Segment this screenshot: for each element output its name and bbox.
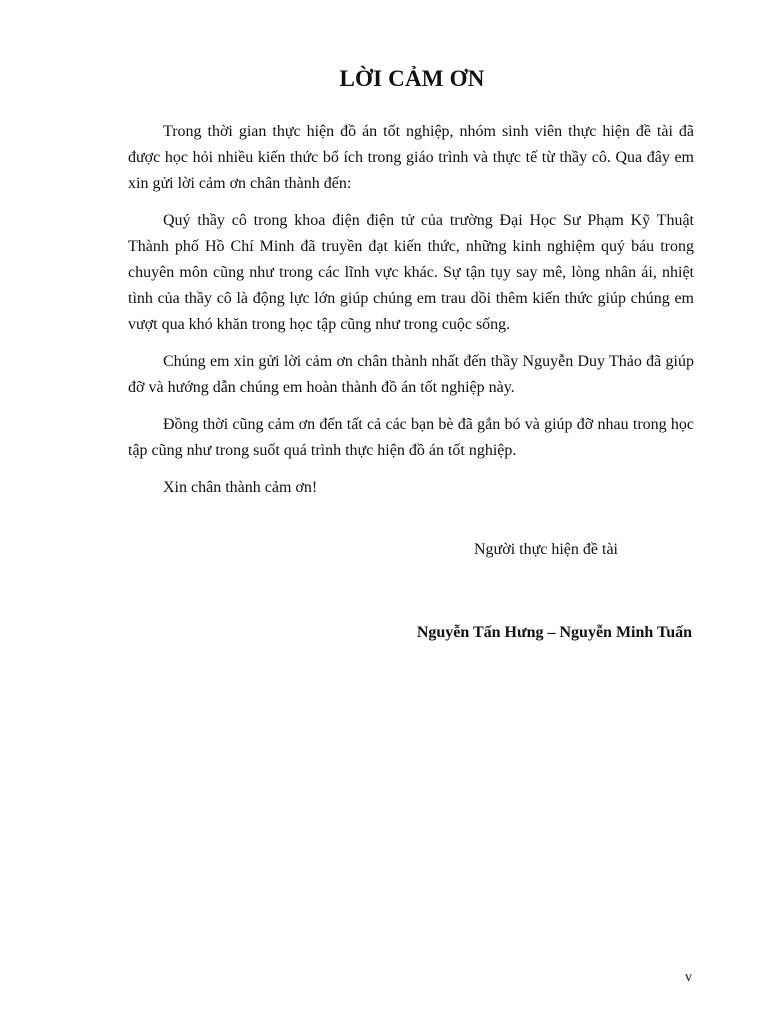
signature-role: Người thực hiện đề tài (474, 541, 618, 558)
paragraph-closing: Xin chân thành cảm ơn! (163, 479, 318, 496)
paragraph-advisor: Chúng em xin gửi lời cảm ơn chân thành nhất đến thầy Nguyễn Duy Thảo đã giúp đỡ và hướng dẫn chúng em hoàn thành đồ án tốt nghiệp này. (128, 353, 694, 396)
paragraph-faculty: Quý thầy cô trong khoa điện điện tử của trường Đại Học Sư Phạm Kỹ Thuật Thành phố Hồ Chí Minh đã truyền đạt kiến thức, những kinh nghiệm quý báu trong chuyên môn cũng như trong các lĩnh vực khác. Sự tận tụy say mê, lòng nhân ái, nhiệt tình của thầy cô là động lực lớn giúp chúng em trau dồi thêm kiến thức giúp chúng em vượt qua khó khăn trong học tập cũng như trong cuộc sống. (128, 212, 694, 333)
page-number: v (685, 970, 692, 985)
paragraph-intro: Trong thời gian thực hiện đồ án tốt nghiệp, nhóm sinh viên thực hiện đề tài đã được học hỏi nhiều kiến thức bổ ích trong giáo trình và thực tế từ thầy cô. Qua đây em xin gửi lời cảm ơn chân thành đến: (128, 123, 694, 192)
acknowledgement-body (128, 119, 694, 512)
paragraph-friends: Đồng thời cũng cảm ơn đến tất cả các bạn bè đã gắn bó và giúp đỡ nhau trong học tập cũng như trong suốt quá trình thực hiện đồ án tốt nghiệp. (128, 416, 694, 459)
page-title: LỜI CẢM ƠN (339, 66, 485, 91)
signature-names: Nguyễn Tấn Hưng – Nguyễn Minh Tuấn (416, 624, 692, 641)
